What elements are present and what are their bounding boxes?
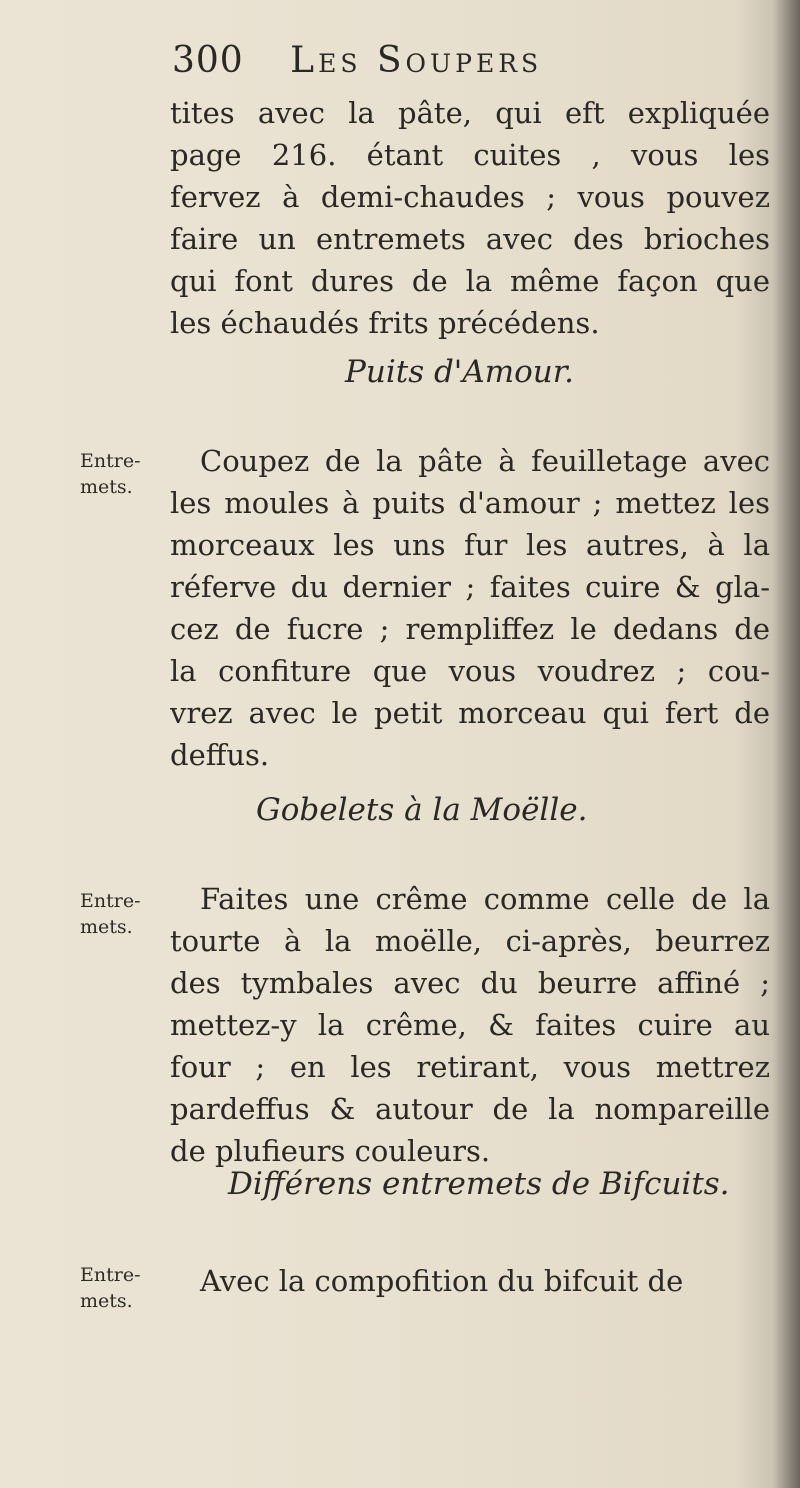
text-line: pardeffus & autour de la nompareille: [170, 1092, 770, 1126]
text-line: les moules à puits d'amour ; mettez les: [170, 486, 770, 520]
text-line: les échaudés frits précédens.: [170, 306, 600, 340]
text-line: de plufieurs couleurs.: [170, 1134, 491, 1168]
margin-note-entremets: Entre- mets.: [80, 890, 141, 938]
text-line: deffus.: [170, 738, 270, 772]
text-line: four ; en les retirant, vous mettrez: [170, 1050, 770, 1084]
heading-differens-entremets: Différens entremets de Bifcuits.: [228, 1166, 730, 1202]
heading-gobelets-moelle: Gobelets à la Moëlle.: [256, 792, 588, 828]
text-line: page 216. étant cuites , vous les: [170, 138, 770, 172]
paragraph-puits-damour: [170, 440, 770, 776]
page-edge-shadow: [772, 0, 800, 1488]
text-line: fervez à demi-chaudes ; vous pouvez: [170, 180, 770, 214]
margin-note-entremets: Entre- mets.: [80, 450, 141, 498]
text-line: cez de fucre ; rempliffez le dedans de: [170, 612, 770, 646]
text-line: morceaux les uns fur les autres, à la: [170, 528, 770, 562]
text-line: la confiture que vous voudrez ; cou-: [170, 654, 770, 688]
text-line: Avec la compofition du bifcuit de: [200, 1264, 684, 1298]
text-line: vrez avec le petit morceau qui fert de: [170, 696, 770, 730]
text-line: mettez-y la crême, & faites cuire au: [170, 1008, 770, 1042]
margin-note-entremets: Entre- mets.: [80, 1264, 141, 1312]
text-line: Faites une crême comme celle de la: [200, 882, 770, 916]
text-line: faire un entremets avec des brioches: [170, 222, 770, 256]
paragraph-echaudes-continuation: [170, 92, 770, 344]
text-line: des tymbales avec du beurre affiné ;: [170, 966, 770, 1000]
running-header: [172, 40, 542, 81]
text-line: qui font dures de la même façon que: [170, 264, 770, 298]
running-title: Les Soupers: [290, 40, 543, 81]
text-line: réferve du dernier ; faites cuire & gla-: [170, 570, 770, 604]
text-line: Coupez de la pâte à feuilletage avec: [200, 444, 770, 478]
heading-puits-damour: Puits d'Amour.: [345, 354, 575, 390]
text-line: tourte à la moëlle, ci-après, beurrez: [170, 924, 770, 958]
paragraph-gobelets-moelle: [170, 878, 770, 1172]
paragraph-biscuits: [170, 1260, 770, 1302]
page-number: 300: [172, 40, 244, 81]
text-line: tites avec la pâte, qui eft expliquée: [170, 96, 770, 130]
